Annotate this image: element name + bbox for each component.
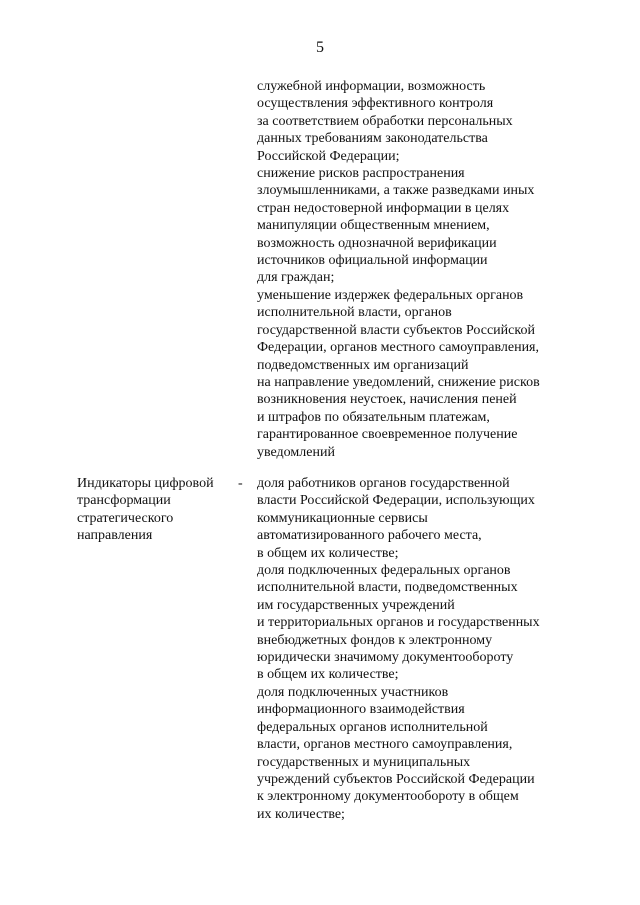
text-line: данных требованиям законодательства bbox=[257, 131, 488, 147]
text-line: доля работников органов государственной bbox=[257, 476, 510, 491]
text-line: стран недостоверной информации в целях bbox=[257, 200, 510, 216]
text-line: возникновения неустоек, начисления пеней bbox=[257, 392, 517, 408]
text-line: государственных и муниципальных bbox=[257, 754, 471, 770]
text-line: им государственных учреждений bbox=[257, 597, 455, 613]
label-line: трансформации bbox=[77, 493, 171, 509]
text-line: подведомственных им организаций bbox=[257, 357, 469, 373]
text-line: служебной информации, возможность bbox=[257, 79, 486, 94]
text-line: власти Российской Федерации, использующих bbox=[257, 493, 535, 509]
text-line: и территориальных органов и государственных bbox=[257, 615, 540, 631]
text-line: на направление уведомлений, снижение рисков bbox=[257, 374, 540, 390]
text-line: Федерации, органов местного самоуправления, bbox=[257, 340, 539, 356]
text-line: федеральных органов исполнительной bbox=[257, 719, 488, 735]
text-line: в общем их количестве; bbox=[257, 667, 399, 683]
text-line: злоумышленниками, а также разведками иных bbox=[257, 183, 535, 199]
text-line: в общем их количестве; bbox=[257, 545, 399, 561]
indicators-section-label bbox=[77, 475, 247, 545]
dash-separator: - bbox=[238, 476, 243, 491]
text-line: коммуникационные сервисы bbox=[257, 510, 428, 526]
text-line: снижение рисков распространения bbox=[257, 166, 465, 182]
text-line: их количестве; bbox=[257, 806, 345, 822]
text-line: уменьшение издержек федеральных органов bbox=[257, 287, 524, 303]
text-line: информационного взаимодействия bbox=[257, 702, 465, 718]
indicators-list bbox=[257, 475, 607, 823]
text-line: автоматизированного рабочего места, bbox=[257, 528, 482, 544]
text-line: учреждений субъектов Российской Федерации bbox=[257, 771, 535, 787]
text-line: доля подключенных федеральных органов bbox=[257, 563, 511, 579]
text-line: власти, органов местного самоуправления, bbox=[257, 737, 513, 753]
page-number: 5 bbox=[316, 39, 324, 56]
text-line: исполнительной власти, органов bbox=[257, 305, 452, 321]
text-line: к электронному документообороту в общем bbox=[257, 789, 519, 805]
label-line: стратегического bbox=[77, 510, 174, 526]
text-line: государственной власти субъектов Российской bbox=[257, 322, 535, 338]
text-line: Российской Федерации; bbox=[257, 148, 400, 164]
text-line: юридически значимому документообороту bbox=[257, 650, 514, 666]
text-line: возможность однозначной верификации bbox=[257, 235, 497, 251]
text-line: осуществления эффективного контроля bbox=[257, 96, 494, 112]
label-line: направления bbox=[77, 528, 153, 544]
label-line: Индикаторы цифровой bbox=[77, 476, 214, 491]
text-line: и штрафов по обязательным платежам, bbox=[257, 409, 490, 425]
continued-text-block bbox=[257, 78, 607, 461]
text-line: манипуляции общественным мнением, bbox=[257, 218, 490, 234]
text-line: исполнительной власти, подведомственных bbox=[257, 580, 518, 596]
text-line: уведомлений bbox=[257, 444, 335, 460]
text-line: для граждан; bbox=[257, 270, 335, 286]
text-line: доля подключенных участников bbox=[257, 684, 449, 700]
text-line: источников официальной информации bbox=[257, 253, 488, 269]
text-line: гарантированное своевременное получение bbox=[257, 427, 518, 443]
text-line: внебюджетных фондов к электронному bbox=[257, 632, 493, 648]
text-line: за соответствием обработки персональных bbox=[257, 113, 513, 129]
